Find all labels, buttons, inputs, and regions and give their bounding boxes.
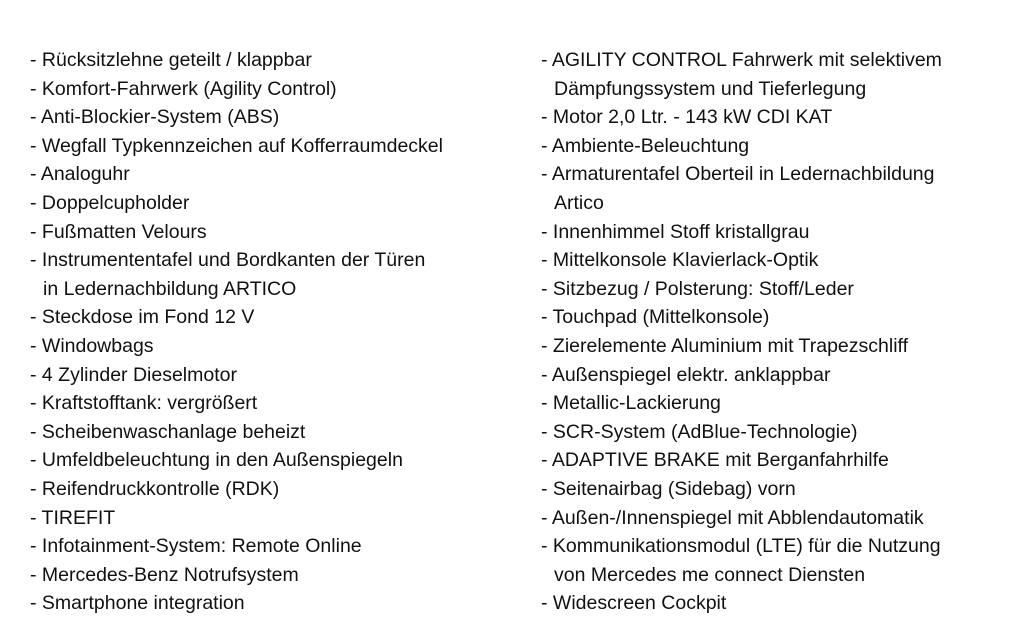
- list-item: - Analoguhr: [30, 163, 130, 186]
- list-item: - Steckdose im Fond 12 V: [30, 306, 255, 329]
- list-item: - 4 Zylinder Dieselmotor: [30, 363, 237, 386]
- list-item-continuation: Dämpfungssystem und Tieferlegung: [554, 77, 867, 100]
- list-item: - Komfort-Fahrwerk (Agility Control): [30, 77, 337, 100]
- list-item: - Rücksitzlehne geteilt / klappbar: [30, 49, 312, 71]
- list-item: - Wegfall Typkennzeichen auf Kofferraumdeckel: [30, 134, 443, 157]
- list-item: - Außenspiegel elektr. anklappbar: [541, 363, 831, 386]
- list-item-continuation: von Mercedes me connect Diensten: [554, 563, 866, 586]
- list-item: - Kraftstofftank: vergrößert: [30, 392, 258, 415]
- list-item: - SCR-System (AdBlue-Technologie): [541, 420, 858, 443]
- list-item: - Zierelemente Aluminium mit Trapezschliff: [541, 334, 909, 357]
- list-item: - Armaturentafel Oberteil in Ledernachbildung: [541, 163, 935, 186]
- list-item: - Ambiente-Beleuchtung: [541, 134, 750, 157]
- list-item-continuation: Artico: [554, 191, 604, 214]
- list-item: - Widescreen Cockpit: [541, 592, 727, 615]
- list-item: - Kommunikationsmodul (LTE) für die Nutzung: [541, 535, 941, 558]
- list-item: - Infotainment-System: Remote Online: [30, 535, 362, 558]
- list-item: - ADAPTIVE BRAKE mit Berganfahrhilfe: [541, 449, 889, 472]
- list-item: - Smartphone integration: [30, 592, 245, 615]
- list-item: - Reifendruckkontrolle (RDK): [30, 477, 280, 500]
- equipment-list-left: [30, 46, 530, 618]
- list-item: - Umfeldbeleuchtung in den Außenspiegeln: [30, 449, 403, 472]
- list-item: - Motor 2,0 Ltr. - 143 kW CDI KAT: [541, 106, 833, 129]
- list-item: - Seitenairbag (Sidebag) vorn: [541, 477, 796, 500]
- list-item-continuation: in Ledernachbildung ARTICO: [43, 277, 297, 300]
- list-item: - Innenhimmel Stoff kristallgrau: [541, 220, 810, 243]
- list-item: - Anti-Blockier-System (ABS): [30, 106, 280, 129]
- list-item: - Sitzbezug / Polsterung: Stoff/Leder: [541, 277, 854, 300]
- list-item: - Touchpad (Mittelkonsole): [541, 306, 770, 329]
- list-item: - Fußmatten Velours: [30, 220, 207, 243]
- equipment-list-right: [541, 46, 1024, 618]
- list-item: - Doppelcupholder: [30, 191, 190, 214]
- list-item: - Mercedes-Benz Notrufsystem: [30, 563, 299, 586]
- list-item: - Mittelkonsole Klavierlack-Optik: [541, 249, 819, 272]
- list-item: - Metallic-Lackierung: [541, 392, 721, 415]
- list-item: - Windowbags: [30, 334, 154, 357]
- list-item: - Scheibenwaschanlage beheizt: [30, 420, 306, 443]
- list-item: - TIREFIT: [30, 506, 116, 529]
- list-item: - AGILITY CONTROL Fahrwerk mit selektivem: [541, 49, 942, 71]
- list-item: - Instrumententafel und Bordkanten der Türen: [30, 249, 426, 272]
- list-item: - Außen-/Innenspiegel mit Abblendautomatik: [541, 506, 924, 529]
